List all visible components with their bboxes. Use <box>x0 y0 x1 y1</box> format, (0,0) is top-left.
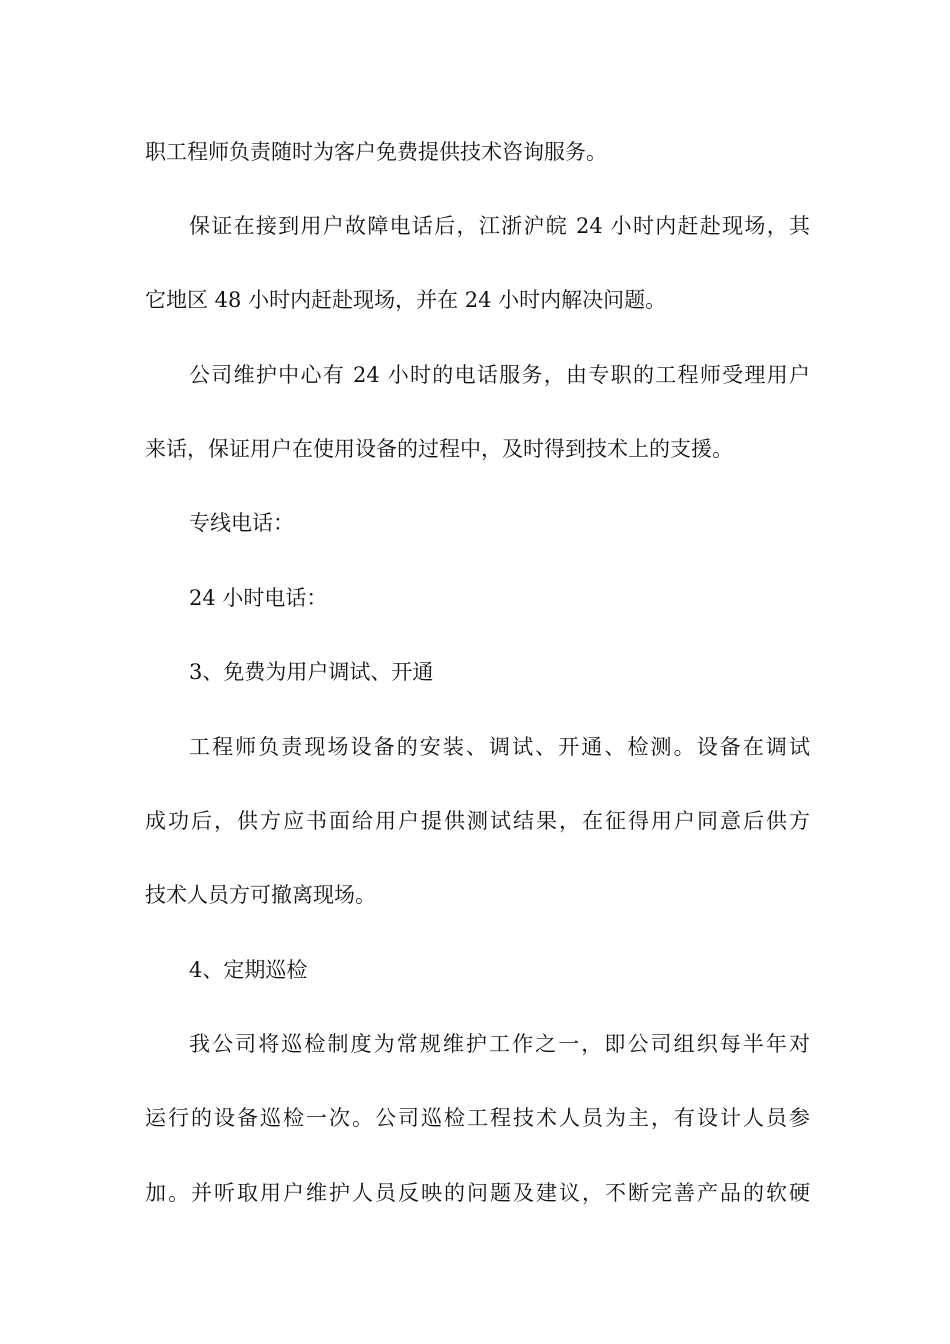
text-line-8: 3、免费为用户调试、开通 <box>189 660 434 684</box>
text-line-2: 保证在接到用户故障电话后，江浙沪皖 24 小时内赶赴现场，其 <box>189 214 810 238</box>
text-line-5: 来话，保证用户在使用设备的过程中，及时得到技术上的支援。 <box>145 437 733 461</box>
text-line-14: 运行的设备巡检一次。公司巡检工程技术人员为主，有设计人员参 <box>145 1106 810 1130</box>
text-line-7: 24 小时电话： <box>189 586 328 610</box>
text-line-11: 技术人员方可撤离现场。 <box>145 883 376 907</box>
text-line-12: 4、定期巡检 <box>189 958 308 982</box>
text-line-4: 公司维护中心有 24 小时的电话服务，由专职的工程师受理用户 <box>189 363 810 387</box>
text-line-6: 专线电话： <box>189 511 294 535</box>
text-line-1: 职工程师负责随时为客户免费提供技术咨询服务。 <box>145 140 607 164</box>
text-line-13: 我公司将巡检制度为常规维护工作之一，即公司组织每半年对 <box>189 1032 810 1056</box>
text-line-9: 工程师负责现场设备的安装、调试、开通、检测。设备在调试 <box>189 735 810 759</box>
text-line-10: 成功后，供方应书面给用户提供测试结果，在征得用户同意后供方 <box>145 809 810 833</box>
text-line-3: 它地区 48 小时内赶赴现场，并在 24 小时内解决问题。 <box>145 288 667 312</box>
text-line-15: 加。并听取用户维护人员反映的问题及建议，不断完善产品的软硬 <box>145 1181 810 1205</box>
